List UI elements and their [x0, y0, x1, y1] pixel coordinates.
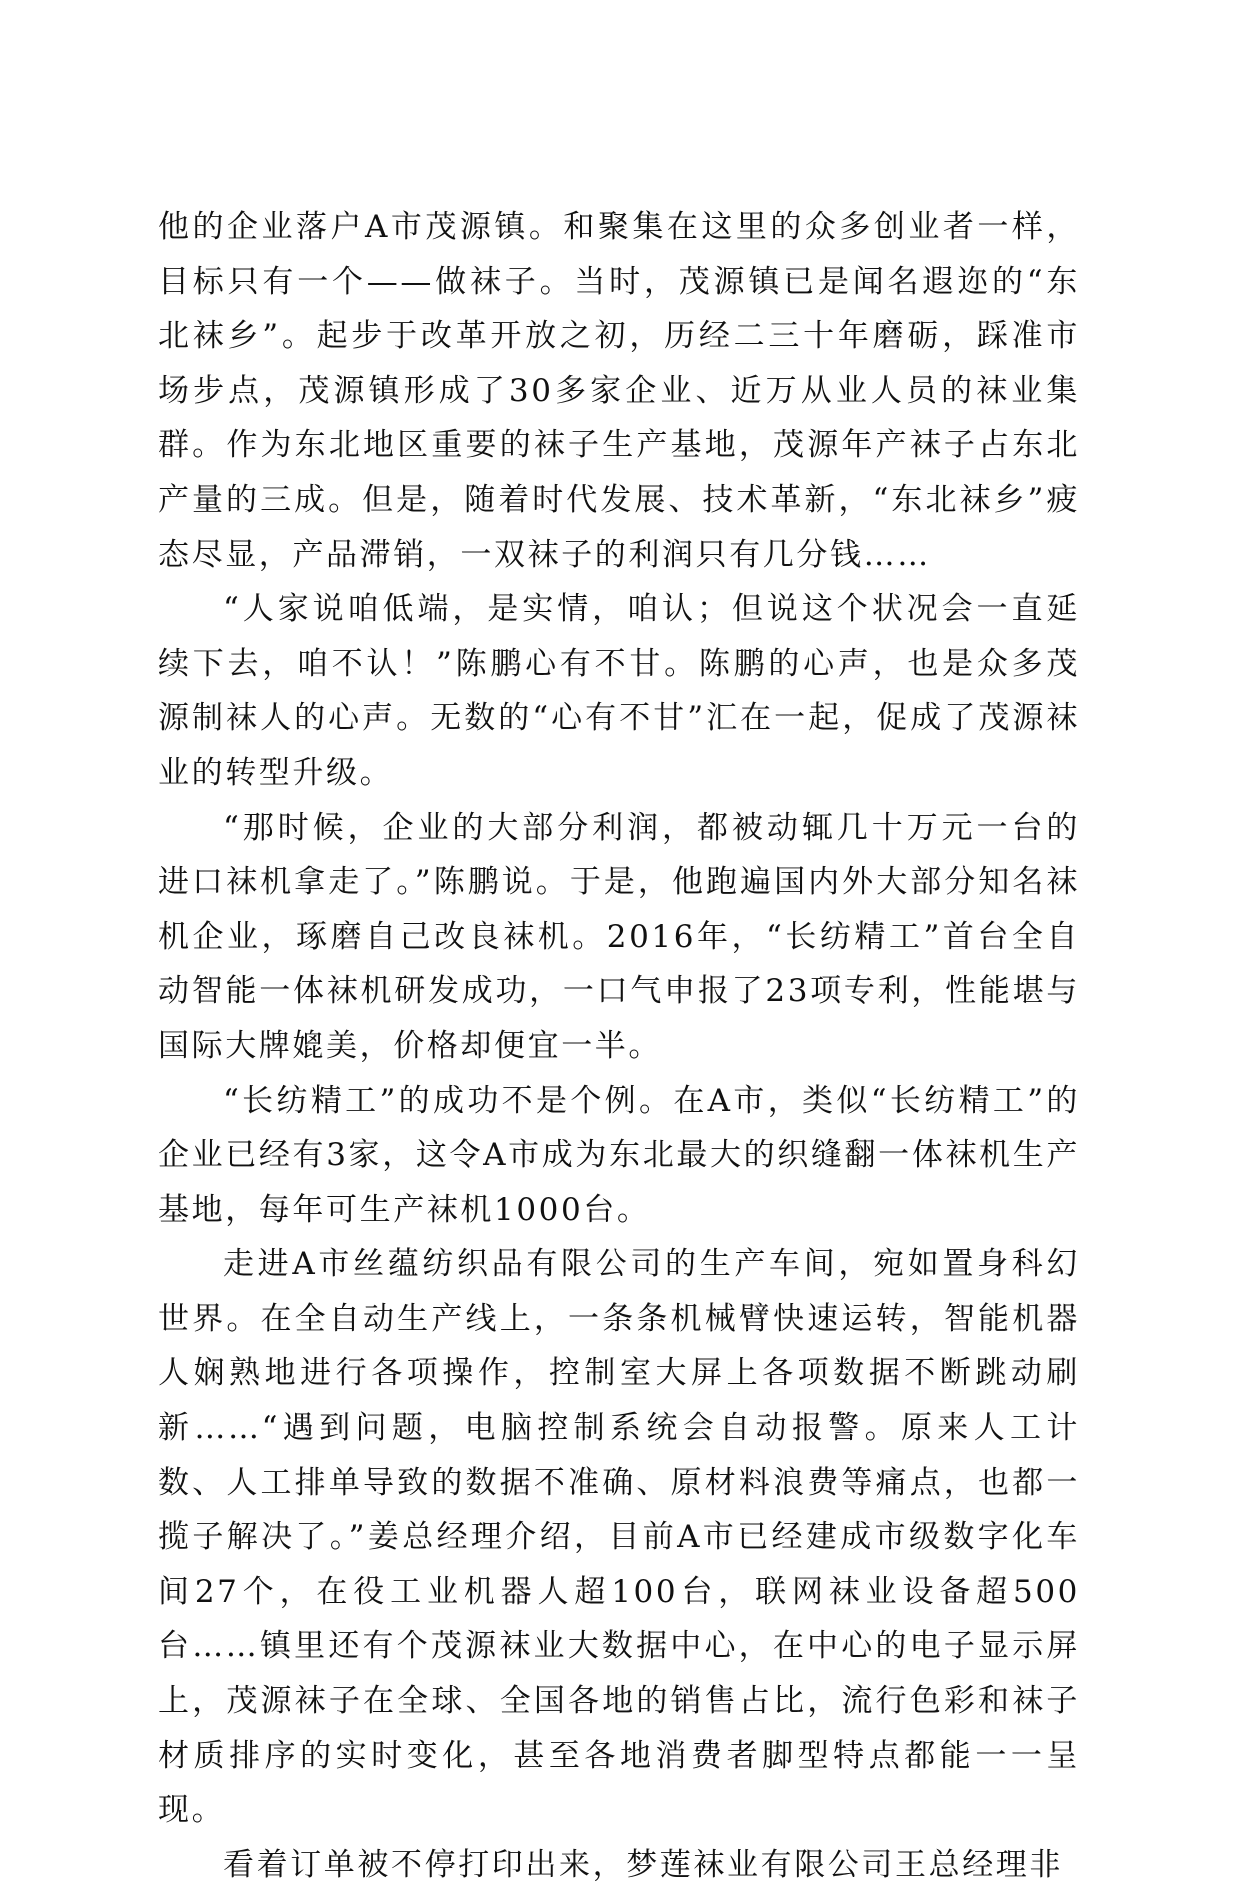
paragraph-6: 看着订单被不停打印出来，梦莲袜业有限公司王总经理非 [223, 1846, 1063, 1883]
paragraph-3: “那时候，企业的大部分利润，都被动辄几十万元一台的进口袜机拿走了。”陈鹏说。于是，他跑遍国内外大部分知名袜机企业，琢磨自己改良袜机。2016年，“长纺精工”首台全自动智能一体袜机研发成功，一口气申报了23项专利，性能堪与国际大牌媲美，价格却便宜一半。 [158, 809, 1080, 1064]
paragraph-1: 他的企业落户A市茂源镇。和聚集在这里的众多创业者一样，目标只有一个——做袜子。当时，茂源镇已是闻名遐迩的“东北袜乡”。起步于改革开放之初，历经二三十年磨砺，踩准市场步点，茂源镇形成了30多家企业、近万从业人员的袜业集群。作为东北地区重要的袜子生产基地，茂源年产袜子占东北产量的三成。但是，随着时代发展、技术革新，“东北袜乡”疲态尽显，产品滞销，一双袜子的利润只有几分钱…… [158, 209, 1080, 573]
paragraph-5: 走进A市丝蕴纺织品有限公司的生产车间，宛如置身科幻世界。在全自动生产线上，一条条机械臂快速运转，智能机器人娴熟地进行各项操作，控制室大屏上各项数据不断跳动刷新……“遇到问题，电脑控制系统会自动报警。原来人工计数、人工排单导致的数据不准确、原材料浪费等痛点，也都一揽子解决了。”姜总经理介绍，目前A市已经建成市级数字化车间27个，在役工业机器人超100台，联网袜业设备超500台……镇里还有个茂源袜业大数据中心，在中心的电子显示屏上，茂源袜子在全球、全国各地的销售占比，流行色彩和袜子材质排序的实时变化，甚至各地消费者脚型特点都能一一呈现。 [158, 1246, 1080, 1829]
paragraph-4: “长纺精工”的成功不是个例。在A市，类似“长纺精工”的企业已经有3家，这令A市成为东北最大的织缝翻一体袜机生产基地，每年可生产袜机1000台。 [158, 1082, 1080, 1228]
document-body [158, 200, 1080, 1892]
paragraph-2: “人家说咱低端，是实情，咱认；但说这个状况会一直延续下去，咱不认！”陈鹏心有不甘。陈鹏的心声，也是众多茂源制袜人的心声。无数的“心有不甘”汇在一起，促成了茂源袜业的转型升级。 [158, 591, 1080, 791]
